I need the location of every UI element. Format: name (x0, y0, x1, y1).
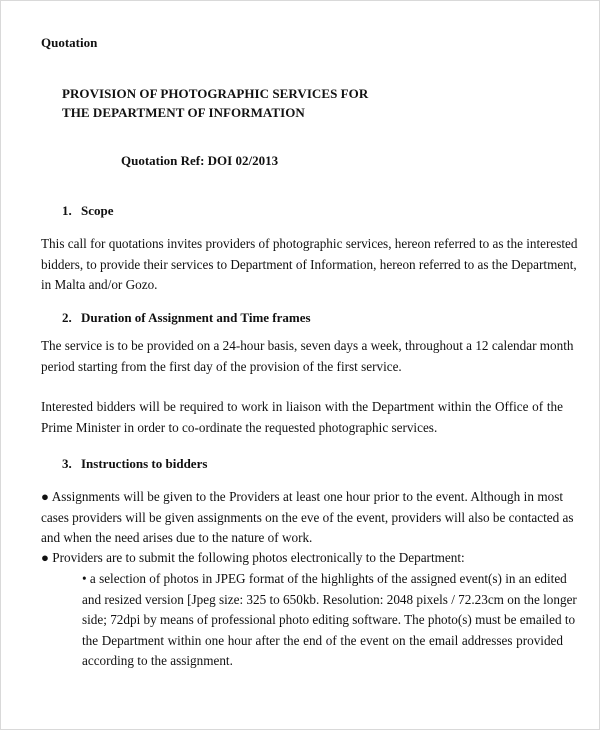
quotation-reference: Quotation Ref: DOI 02/2013 (121, 153, 279, 168)
sub-bullet-line: according to the assignment. (82, 653, 233, 668)
instruction-sub-bullet (82, 569, 577, 672)
paragraph-line: Interested bidders will be required to work in liaison with the Department within the Office of the (41, 399, 563, 414)
paragraph-line: Prime Minister in order to co-ordinate the requested photographic services. (41, 419, 438, 435)
paragraph-line: bidders, to provide their services to Department of Information, hereon referred to as the Department, (41, 256, 577, 272)
section-title: Instructions to bidders (81, 456, 208, 471)
document-label: Quotation (41, 35, 98, 50)
section-number: 1. (62, 203, 72, 218)
instruction-bullet-1 (41, 487, 574, 549)
document-title-line-2: THE DEPARTMENT OF INFORMATION (62, 105, 305, 120)
section-title: Scope (81, 203, 114, 218)
paragraph-line: The service is to be provided on a 24-hour basis, seven days a week, throughout a 12 calendar month (41, 338, 574, 353)
bullet-line: ● Providers are to submit the following photos electronically to the Department: (41, 550, 465, 565)
bullet-line: cases providers will be given assignments on the eve of the event, providers will also be contacted as (41, 509, 574, 525)
bullet-line: ● Assignments will be given to the Providers at least one hour prior to the event. Although in most (41, 489, 563, 504)
section-number: 3. (62, 456, 72, 471)
instruction-bullet-2 (41, 548, 563, 569)
scope-paragraph (41, 234, 578, 296)
sub-bullet-line: and resized version [Jpeg size: 325 to 650kb. Resolution: 2048 pixels / 72.23cm on the longer (82, 591, 577, 607)
sub-bullet-line: • a selection of photos in JPEG format of the highlights of the assigned event(s) in an edited (82, 571, 567, 586)
bullet-line: and when the need arises due to the nature of work. (41, 530, 313, 545)
section-title: Duration of Assignment and Time frames (81, 310, 311, 325)
sub-bullet-line: the Department within one hour after the end of the event on the email addresses provided (82, 632, 563, 648)
paragraph-line: in Malta and/or Gozo. (41, 277, 158, 292)
section-number: 2. (62, 310, 72, 325)
sub-bullet-line: side; 72dpi by means of professional photo editing software. The photo(s) must be emailed to (82, 612, 576, 627)
paragraph-line: This call for quotations invites providers of photographic services, hereon referred to as the interested (41, 236, 578, 251)
duration-paragraph-1 (41, 336, 574, 377)
paragraph-line: period starting from the first day of the provision of the first service. (41, 358, 402, 374)
duration-paragraph-2 (41, 397, 563, 438)
document-title-line-1: PROVISION OF PHOTOGRAPHIC SERVICES FOR (62, 86, 369, 101)
